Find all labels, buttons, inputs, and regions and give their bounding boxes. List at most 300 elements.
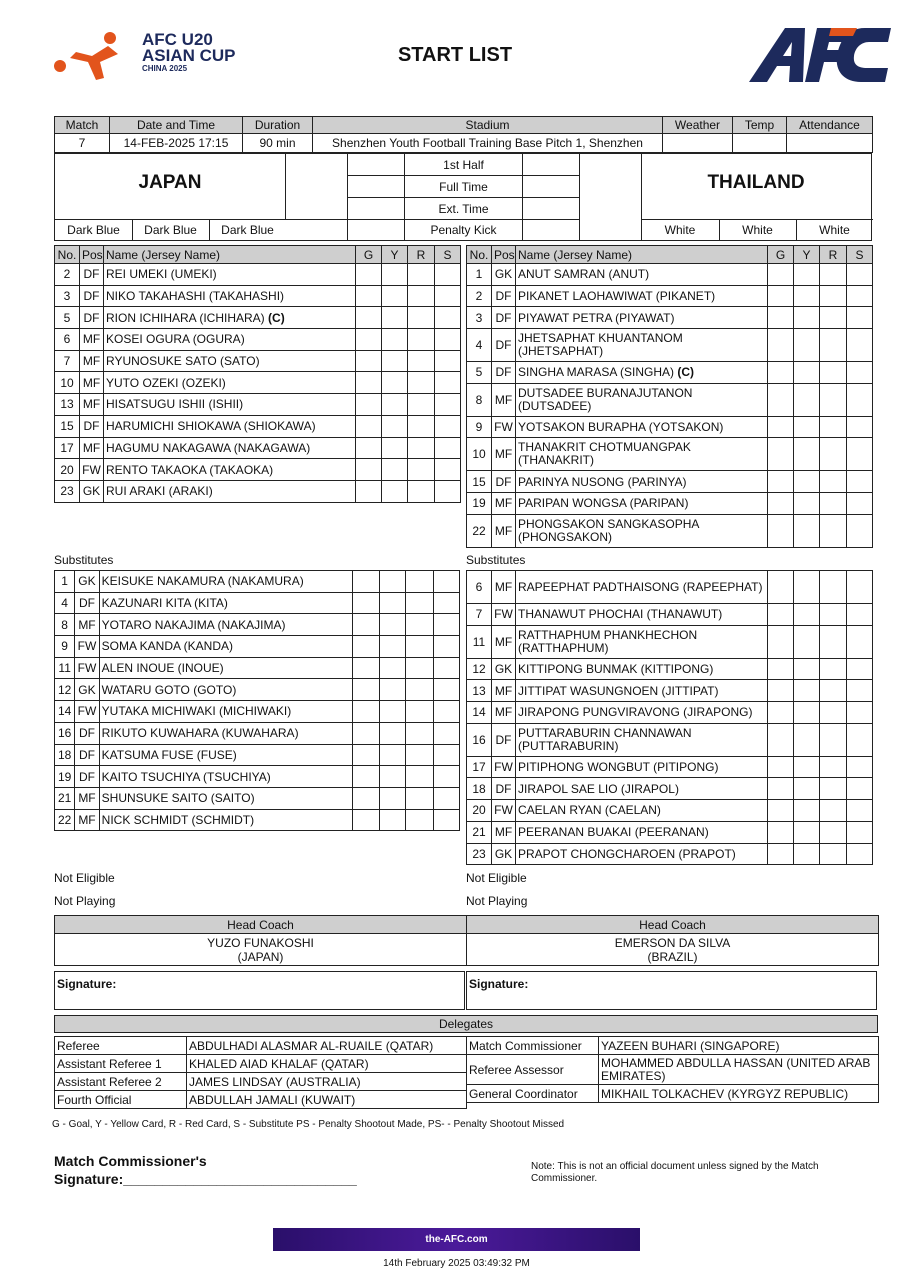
player-row: [55, 480, 461, 502]
header-attendance: Attendance: [787, 117, 873, 134]
substitute-cell: [847, 438, 873, 471]
player-number: 8: [55, 614, 75, 636]
player-name-cell: [104, 329, 356, 351]
yellow-card-cell: [382, 480, 408, 502]
player-position: FW: [492, 604, 516, 626]
player-name-cell: [516, 756, 768, 778]
col-name: Name (Jersey Name): [104, 246, 356, 264]
delegate-role: Fourth Official: [55, 1091, 187, 1109]
player-row: [467, 285, 873, 307]
player-name-cell: [104, 307, 356, 329]
red-card-cell: [408, 285, 435, 307]
player-name: JITTIPAT WASUNGNOEN (JITTIPAT): [518, 683, 719, 698]
goal-cell: [356, 285, 382, 307]
player-row: [55, 636, 460, 658]
substitute-cell: [847, 571, 873, 604]
substitute-cell: [433, 744, 459, 766]
match-duration: 90 min: [243, 134, 313, 153]
yellow-card-cell: [794, 571, 820, 604]
home-coach-name: YUZO FUNAKOSHI: [207, 935, 314, 950]
player-number: 17: [467, 756, 492, 778]
goal-cell: [768, 800, 794, 822]
delegate-name: ABDULHADI ALASMAR AL-RUAILE (QATAR): [187, 1037, 467, 1055]
yellow-card-cell: [382, 459, 408, 481]
player-number: 18: [55, 744, 75, 766]
player-name: YOTSAKON BURAPHA (YOTSAKON): [518, 420, 724, 435]
player-number: 1: [467, 264, 492, 286]
delegate-name: MOHAMMED ABDULLA HASSAN (UNITED ARAB EMIRATES): [599, 1055, 879, 1085]
player-row: [467, 604, 873, 626]
footer-banner-text: the-AFC.com: [425, 1234, 488, 1245]
yellow-card-cell: [794, 514, 820, 547]
yellow-card-cell: [379, 722, 405, 744]
player-position: DF: [75, 592, 99, 614]
player-row: [55, 372, 461, 394]
away-coach-country: (BRAZIL): [647, 949, 698, 964]
period-penalty-kick: Penalty Kick: [430, 223, 497, 237]
substitute-cell: [435, 329, 461, 351]
player-name-cell: [104, 480, 356, 502]
official-note: Note: This is not an official document unless signed by the Match Commissioner.: [531, 1161, 819, 1184]
mc-signature: [54, 1152, 357, 1188]
afc-logo-mark: [745, 24, 895, 86]
red-card-cell: [820, 471, 847, 493]
player-number: 7: [55, 350, 80, 372]
player-number: 10: [467, 438, 492, 471]
player-name-cell: [99, 592, 353, 614]
player-row: [467, 471, 873, 493]
player-position: FW: [75, 636, 99, 658]
footer-banner: [273, 1228, 640, 1251]
red-card-cell: [820, 571, 847, 604]
goal-cell: [356, 437, 382, 459]
red-card-cell: [820, 307, 847, 329]
player-row: [467, 821, 873, 843]
player-name-cell: [516, 821, 768, 843]
player-row: [55, 809, 460, 831]
substitute-cell: [847, 471, 873, 493]
goal-cell: [768, 756, 794, 778]
tournament-logo: [48, 28, 248, 86]
player-name-cell: [516, 800, 768, 822]
home-signature-box: Signature:: [54, 971, 465, 1010]
delegate-name: YAZEEN BUHARI (SINGAPORE): [599, 1037, 879, 1055]
red-card-cell: [820, 285, 847, 307]
substitute-cell: [847, 285, 873, 307]
red-card-cell: [820, 416, 847, 438]
goal-cell: [353, 679, 379, 701]
substitute-cell: [847, 756, 873, 778]
goal-cell: [768, 416, 794, 438]
player-name: KAZUNARI KITA (KITA): [101, 596, 228, 611]
player-name: PITIPHONG WONGBUT (PITIPONG): [518, 760, 719, 775]
yellow-card-cell: [379, 657, 405, 679]
player-position: MF: [492, 438, 516, 471]
substitute-cell: [847, 778, 873, 800]
yellow-card-cell: [382, 285, 408, 307]
away-head-coach-label: Head Coach: [467, 916, 879, 934]
player-row: [467, 625, 873, 658]
delegate-name: KHALED AIAD KHALAF (QATAR): [187, 1055, 467, 1073]
red-card-cell: [820, 625, 847, 658]
substitute-cell: [847, 702, 873, 724]
player-position: MF: [75, 809, 99, 831]
player-name-cell: [99, 809, 353, 831]
player-name: PHONGSAKON SANGKASOPHA (PHONGSAKON): [518, 516, 699, 544]
yellow-card-cell: [382, 437, 408, 459]
delegate-row: [55, 1055, 467, 1073]
player-position: MF: [492, 514, 516, 547]
red-card-cell: [406, 809, 433, 831]
yellow-card-cell: [794, 778, 820, 800]
player-position: MF: [80, 329, 104, 351]
goal-cell: [353, 571, 379, 593]
yellow-card-cell: [794, 658, 820, 680]
substitute-cell: [847, 514, 873, 547]
player-number: 9: [55, 636, 75, 658]
delegate-row: [467, 1085, 879, 1103]
substitute-cell: [433, 679, 459, 701]
yellow-card-cell: [379, 787, 405, 809]
player-name-cell: [104, 394, 356, 416]
goal-cell: [356, 394, 382, 416]
delegate-role: General Coordinator: [467, 1085, 599, 1103]
player-row: [467, 383, 873, 416]
yellow-card-cell: [794, 756, 820, 778]
player-name: HAGUMU NAKAGAWA (NAKAGAWA): [106, 440, 311, 455]
yellow-card-cell: [379, 592, 405, 614]
goal-cell: [353, 657, 379, 679]
yellow-card-cell: [379, 679, 405, 701]
yellow-card-cell: [382, 329, 408, 351]
yellow-card-cell: [794, 604, 820, 626]
player-row: [55, 744, 460, 766]
logo-line1: AFC U20: [142, 30, 213, 49]
player-number: 8: [467, 383, 492, 416]
player-position: GK: [492, 843, 516, 865]
player-row: [55, 701, 460, 723]
col-red: R: [820, 246, 847, 264]
header-temp: Temp: [733, 117, 787, 134]
away-coach-name: EMERSON DA SILVA: [614, 935, 731, 950]
player-name: PARINYA NUSONG (PARINYA): [518, 474, 687, 489]
substitute-cell: [435, 264, 461, 286]
red-card-cell: [820, 362, 847, 384]
player-number: 5: [467, 362, 492, 384]
player-row: [55, 657, 460, 679]
col-goal: G: [768, 246, 794, 264]
goal-cell: [353, 636, 379, 658]
player-number: 4: [55, 592, 75, 614]
head-coach-table: [54, 915, 879, 966]
player-row: [467, 416, 873, 438]
player-row: [467, 329, 873, 362]
col-pos: Pos: [492, 246, 516, 264]
player-row: [55, 571, 460, 593]
player-number: 2: [467, 285, 492, 307]
yellow-card-cell: [794, 493, 820, 515]
player-kick-icon: [52, 30, 134, 84]
home-head-coach-label: Head Coach: [55, 916, 467, 934]
header-stadium: Stadium: [313, 117, 663, 134]
home-not-eligible: Not Eligible: [54, 871, 115, 885]
player-name: RION ICHIHARA (ICHIHARA): [106, 310, 265, 325]
match-weather: [663, 134, 733, 153]
player-name-cell: [99, 571, 353, 593]
goal-cell: [356, 415, 382, 437]
player-position: GK: [75, 679, 99, 701]
substitute-cell: [847, 493, 873, 515]
player-position: DF: [80, 415, 104, 437]
player-name: YUTO OZEKI (OZEKI): [106, 375, 226, 390]
substitute-cell: [433, 701, 459, 723]
player-number: 13: [467, 680, 492, 702]
player-position: MF: [80, 372, 104, 394]
player-number: 23: [55, 480, 80, 502]
score-section: [54, 153, 872, 241]
red-card-cell: [408, 350, 435, 372]
header-weather: Weather: [663, 117, 733, 134]
player-name: PRAPOT CHONGCHAROEN (PRAPOT): [518, 846, 736, 861]
player-position: FW: [492, 416, 516, 438]
player-number: 12: [55, 679, 75, 701]
player-position: MF: [80, 437, 104, 459]
print-timestamp: 14th February 2025 03:49:32 PM: [383, 1258, 530, 1269]
afc-logo: [745, 24, 895, 86]
red-card-cell: [406, 722, 433, 744]
player-name: PUTTARABURIN CHANNAWAN (PUTTARABURIN): [518, 725, 692, 753]
player-name-cell: [516, 329, 768, 362]
player-name: NICK SCHMIDT (SCHMIDT): [101, 812, 255, 827]
player-number: 16: [55, 722, 75, 744]
player-position: MF: [492, 702, 516, 724]
player-name: REI UMEKI (UMEKI): [106, 267, 217, 282]
player-row: [467, 778, 873, 800]
goal-cell: [353, 744, 379, 766]
player-row: [55, 592, 460, 614]
player-row: [467, 438, 873, 471]
goal-cell: [356, 350, 382, 372]
red-card-cell: [406, 766, 433, 788]
player-name: JHETSAPHAT KHUANTANOM (JHETSAPHAT): [518, 331, 683, 359]
yellow-card-cell: [794, 416, 820, 438]
goal-cell: [768, 723, 794, 756]
player-name: PEERANAN BUAKAI (PEERANAN): [518, 825, 709, 840]
player-row: [467, 756, 873, 778]
player-name-cell: [99, 636, 353, 658]
yellow-card-cell: [794, 723, 820, 756]
player-number: 3: [467, 307, 492, 329]
player-row: [55, 307, 461, 329]
player-name: RAPEEPHAT PADTHAISONG (RAPEEPHAT): [518, 579, 763, 594]
away-not-eligible: Not Eligible: [466, 871, 527, 885]
substitute-cell: [435, 480, 461, 502]
player-name-cell: [516, 493, 768, 515]
delegates-header: Delegates: [54, 1015, 878, 1033]
red-card-cell: [820, 383, 847, 416]
player-name-cell: [516, 471, 768, 493]
substitute-cell: [847, 604, 873, 626]
away-kit-shorts: White: [742, 223, 773, 237]
player-row: [55, 415, 461, 437]
player-number: 22: [467, 514, 492, 547]
player-name: WATARU GOTO (GOTO): [101, 682, 237, 697]
player-row: [55, 264, 461, 286]
player-name-cell: [516, 264, 768, 286]
red-card-cell: [408, 415, 435, 437]
goal-cell: [356, 329, 382, 351]
goal-cell: [353, 614, 379, 636]
player-row: [467, 264, 873, 286]
red-card-cell: [820, 658, 847, 680]
red-card-cell: [406, 571, 433, 593]
player-name: KAITO TSUCHIYA (TSUCHIYA): [101, 769, 271, 784]
player-row: [467, 514, 873, 547]
player-position: FW: [80, 459, 104, 481]
substitute-cell: [847, 680, 873, 702]
player-name-cell: [99, 787, 353, 809]
player-row: [467, 800, 873, 822]
yellow-card-cell: [382, 264, 408, 286]
player-name-cell: [516, 625, 768, 658]
substitute-cell: [847, 821, 873, 843]
delegate-row: [55, 1091, 467, 1109]
header-match: Match: [55, 117, 110, 134]
yellow-card-cell: [379, 766, 405, 788]
player-name: NIKO TAKAHASHI (TAKAHASHI): [106, 289, 285, 304]
goal-cell: [353, 722, 379, 744]
player-position: DF: [492, 362, 516, 384]
player-name: JIRAPONG PUNGVIRAVONG (JIRAPONG): [518, 705, 753, 720]
substitute-cell: [847, 800, 873, 822]
period-ext-time: Ext. Time: [438, 202, 489, 216]
yellow-card-cell: [379, 809, 405, 831]
red-card-cell: [820, 680, 847, 702]
yellow-card-cell: [794, 702, 820, 724]
player-row: [55, 766, 460, 788]
player-number: 18: [467, 778, 492, 800]
player-position: MF: [492, 680, 516, 702]
player-position: GK: [492, 658, 516, 680]
player-name: SHUNSUKE SAITO (SAITO): [101, 791, 255, 806]
player-name: KOSEI OGURA (OGURA): [106, 332, 245, 347]
player-position: FW: [75, 657, 99, 679]
player-name: RYUNOSUKE SATO (SATO): [106, 354, 260, 369]
player-row: [55, 350, 461, 372]
player-name: HISATSUGU ISHII (ISHII): [106, 397, 244, 412]
player-position: MF: [492, 493, 516, 515]
player-number: 1: [55, 571, 75, 593]
player-name-cell: [516, 285, 768, 307]
substitute-cell: [435, 415, 461, 437]
away-starters-table: [466, 245, 873, 548]
substitute-cell: [847, 383, 873, 416]
player-row: [55, 459, 461, 481]
away-kit-socks: White: [819, 223, 850, 237]
substitute-cell: [435, 285, 461, 307]
goal-cell: [768, 471, 794, 493]
red-card-cell: [820, 800, 847, 822]
red-card-cell: [820, 493, 847, 515]
player-position: DF: [492, 329, 516, 362]
player-position: DF: [492, 778, 516, 800]
yellow-card-cell: [794, 821, 820, 843]
player-position: DF: [492, 307, 516, 329]
player-number: 19: [467, 493, 492, 515]
player-name: DUTSADEE BURANAJUTANON (DUTSADEE): [518, 385, 693, 413]
player-number: 11: [55, 657, 75, 679]
red-card-cell: [406, 744, 433, 766]
player-name: CAELAN RYAN (CAELAN): [518, 803, 661, 818]
col-name: Name (Jersey Name): [516, 246, 768, 264]
player-position: DF: [492, 285, 516, 307]
player-name: PIKANET LAOHAWIWAT (PIKANET): [518, 289, 716, 304]
substitute-cell: [847, 843, 873, 865]
substitute-cell: [433, 571, 459, 593]
player-number: 16: [467, 723, 492, 756]
goal-cell: [768, 571, 794, 604]
delegates-right-table: [466, 1036, 879, 1103]
player-row: [467, 493, 873, 515]
player-position: DF: [80, 264, 104, 286]
player-name: KATSUMA FUSE (FUSE): [101, 747, 237, 762]
player-number: 19: [55, 766, 75, 788]
red-card-cell: [820, 264, 847, 286]
match-number: 7: [55, 134, 110, 153]
red-card-cell: [820, 514, 847, 547]
goal-cell: [356, 307, 382, 329]
away-signature-label: Signature: [469, 977, 525, 991]
player-name-cell: [516, 307, 768, 329]
player-row: [55, 722, 460, 744]
player-number: 20: [55, 459, 80, 481]
player-name-cell: [104, 415, 356, 437]
substitute-cell: [433, 722, 459, 744]
player-number: 2: [55, 264, 80, 286]
yellow-card-cell: [794, 680, 820, 702]
col-no: No.: [55, 246, 80, 264]
substitute-cell: [433, 657, 459, 679]
player-name: ANUT SAMRAN (ANUT): [518, 267, 650, 282]
goal-cell: [768, 778, 794, 800]
player-number: 3: [55, 285, 80, 307]
player-position: DF: [492, 723, 516, 756]
col-yellow: Y: [382, 246, 408, 264]
player-name: KEISUKE NAKAMURA (NAKAMURA): [101, 574, 304, 589]
goal-cell: [768, 285, 794, 307]
goal-cell: [768, 702, 794, 724]
player-name-cell: [104, 372, 356, 394]
red-card-cell: [820, 329, 847, 362]
substitute-cell: [847, 329, 873, 362]
col-red: R: [408, 246, 435, 264]
delegate-role: Referee Assessor: [467, 1055, 599, 1085]
legend-text: G - Goal, Y - Yellow Card, R - Red Card, S - Substitute PS - Penalty Shootout Made, PS- - Penalty Shootout Missed: [52, 1119, 565, 1130]
player-name-cell: [104, 459, 356, 481]
player-name-cell: [516, 658, 768, 680]
player-row: [467, 362, 873, 384]
player-position: MF: [492, 625, 516, 658]
player-name: RATTHAPHUM PHANKHECHON (RATTHAPHUM): [518, 627, 698, 655]
player-number: 13: [55, 394, 80, 416]
delegate-row: [55, 1073, 467, 1091]
player-name: JIRAPOL SAE LIO (JIRAPOL): [518, 781, 679, 796]
player-position: MF: [492, 383, 516, 416]
delegate-role: Assistant Referee 1: [55, 1055, 187, 1073]
red-card-cell: [820, 778, 847, 800]
delegate-role: Referee: [55, 1037, 187, 1055]
red-card-cell: [406, 614, 433, 636]
